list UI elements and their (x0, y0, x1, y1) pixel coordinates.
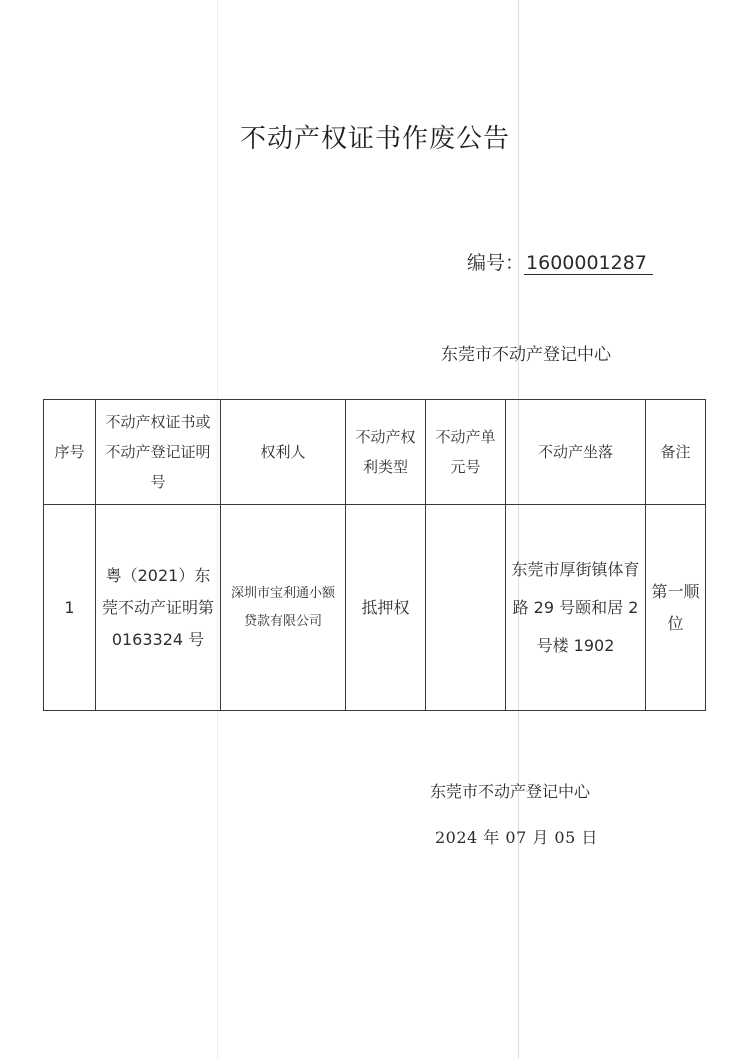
table-header-row (44, 400, 706, 505)
cell-location: 东莞市厚街镇体育路 29 号颐和居 2 号楼 1902 (506, 505, 646, 711)
void-notice-table (43, 399, 706, 711)
cell-cert-no: 粤（2021）东莞不动产证明第 0163324 号 (96, 505, 221, 711)
page-title: 不动产权证书作废公告 (239, 124, 510, 154)
cell-unit-no (426, 505, 506, 711)
serial-number: 1600001287 (524, 252, 653, 275)
header-seq: 序号 (44, 400, 96, 505)
header-right-type: 不动产权利类型 (346, 400, 426, 505)
serial-number-line (467, 248, 653, 275)
cell-holder: 深圳市宝利通小额贷款有限公司 (221, 505, 346, 711)
issue-date: 2024 年 07 月 05 日 (435, 828, 598, 847)
cell-seq: 1 (44, 505, 96, 711)
header-cert-no: 不动产权证书或不动产登记证明号 (96, 400, 221, 505)
issuer-top: 东莞市不动产登记中心 (441, 345, 611, 365)
serial-label: 编号： (467, 252, 525, 274)
cell-remark: 第一顺位 (646, 505, 706, 711)
header-unit-no: 不动产单元号 (426, 400, 506, 505)
header-holder: 权利人 (221, 400, 346, 505)
issuer-signature: 东莞市不动产登记中心 (430, 782, 591, 801)
header-location: 不动产坐落 (506, 400, 646, 505)
cell-right-type: 抵押权 (346, 505, 426, 711)
header-remark: 备注 (646, 400, 706, 505)
table-row (44, 505, 706, 711)
